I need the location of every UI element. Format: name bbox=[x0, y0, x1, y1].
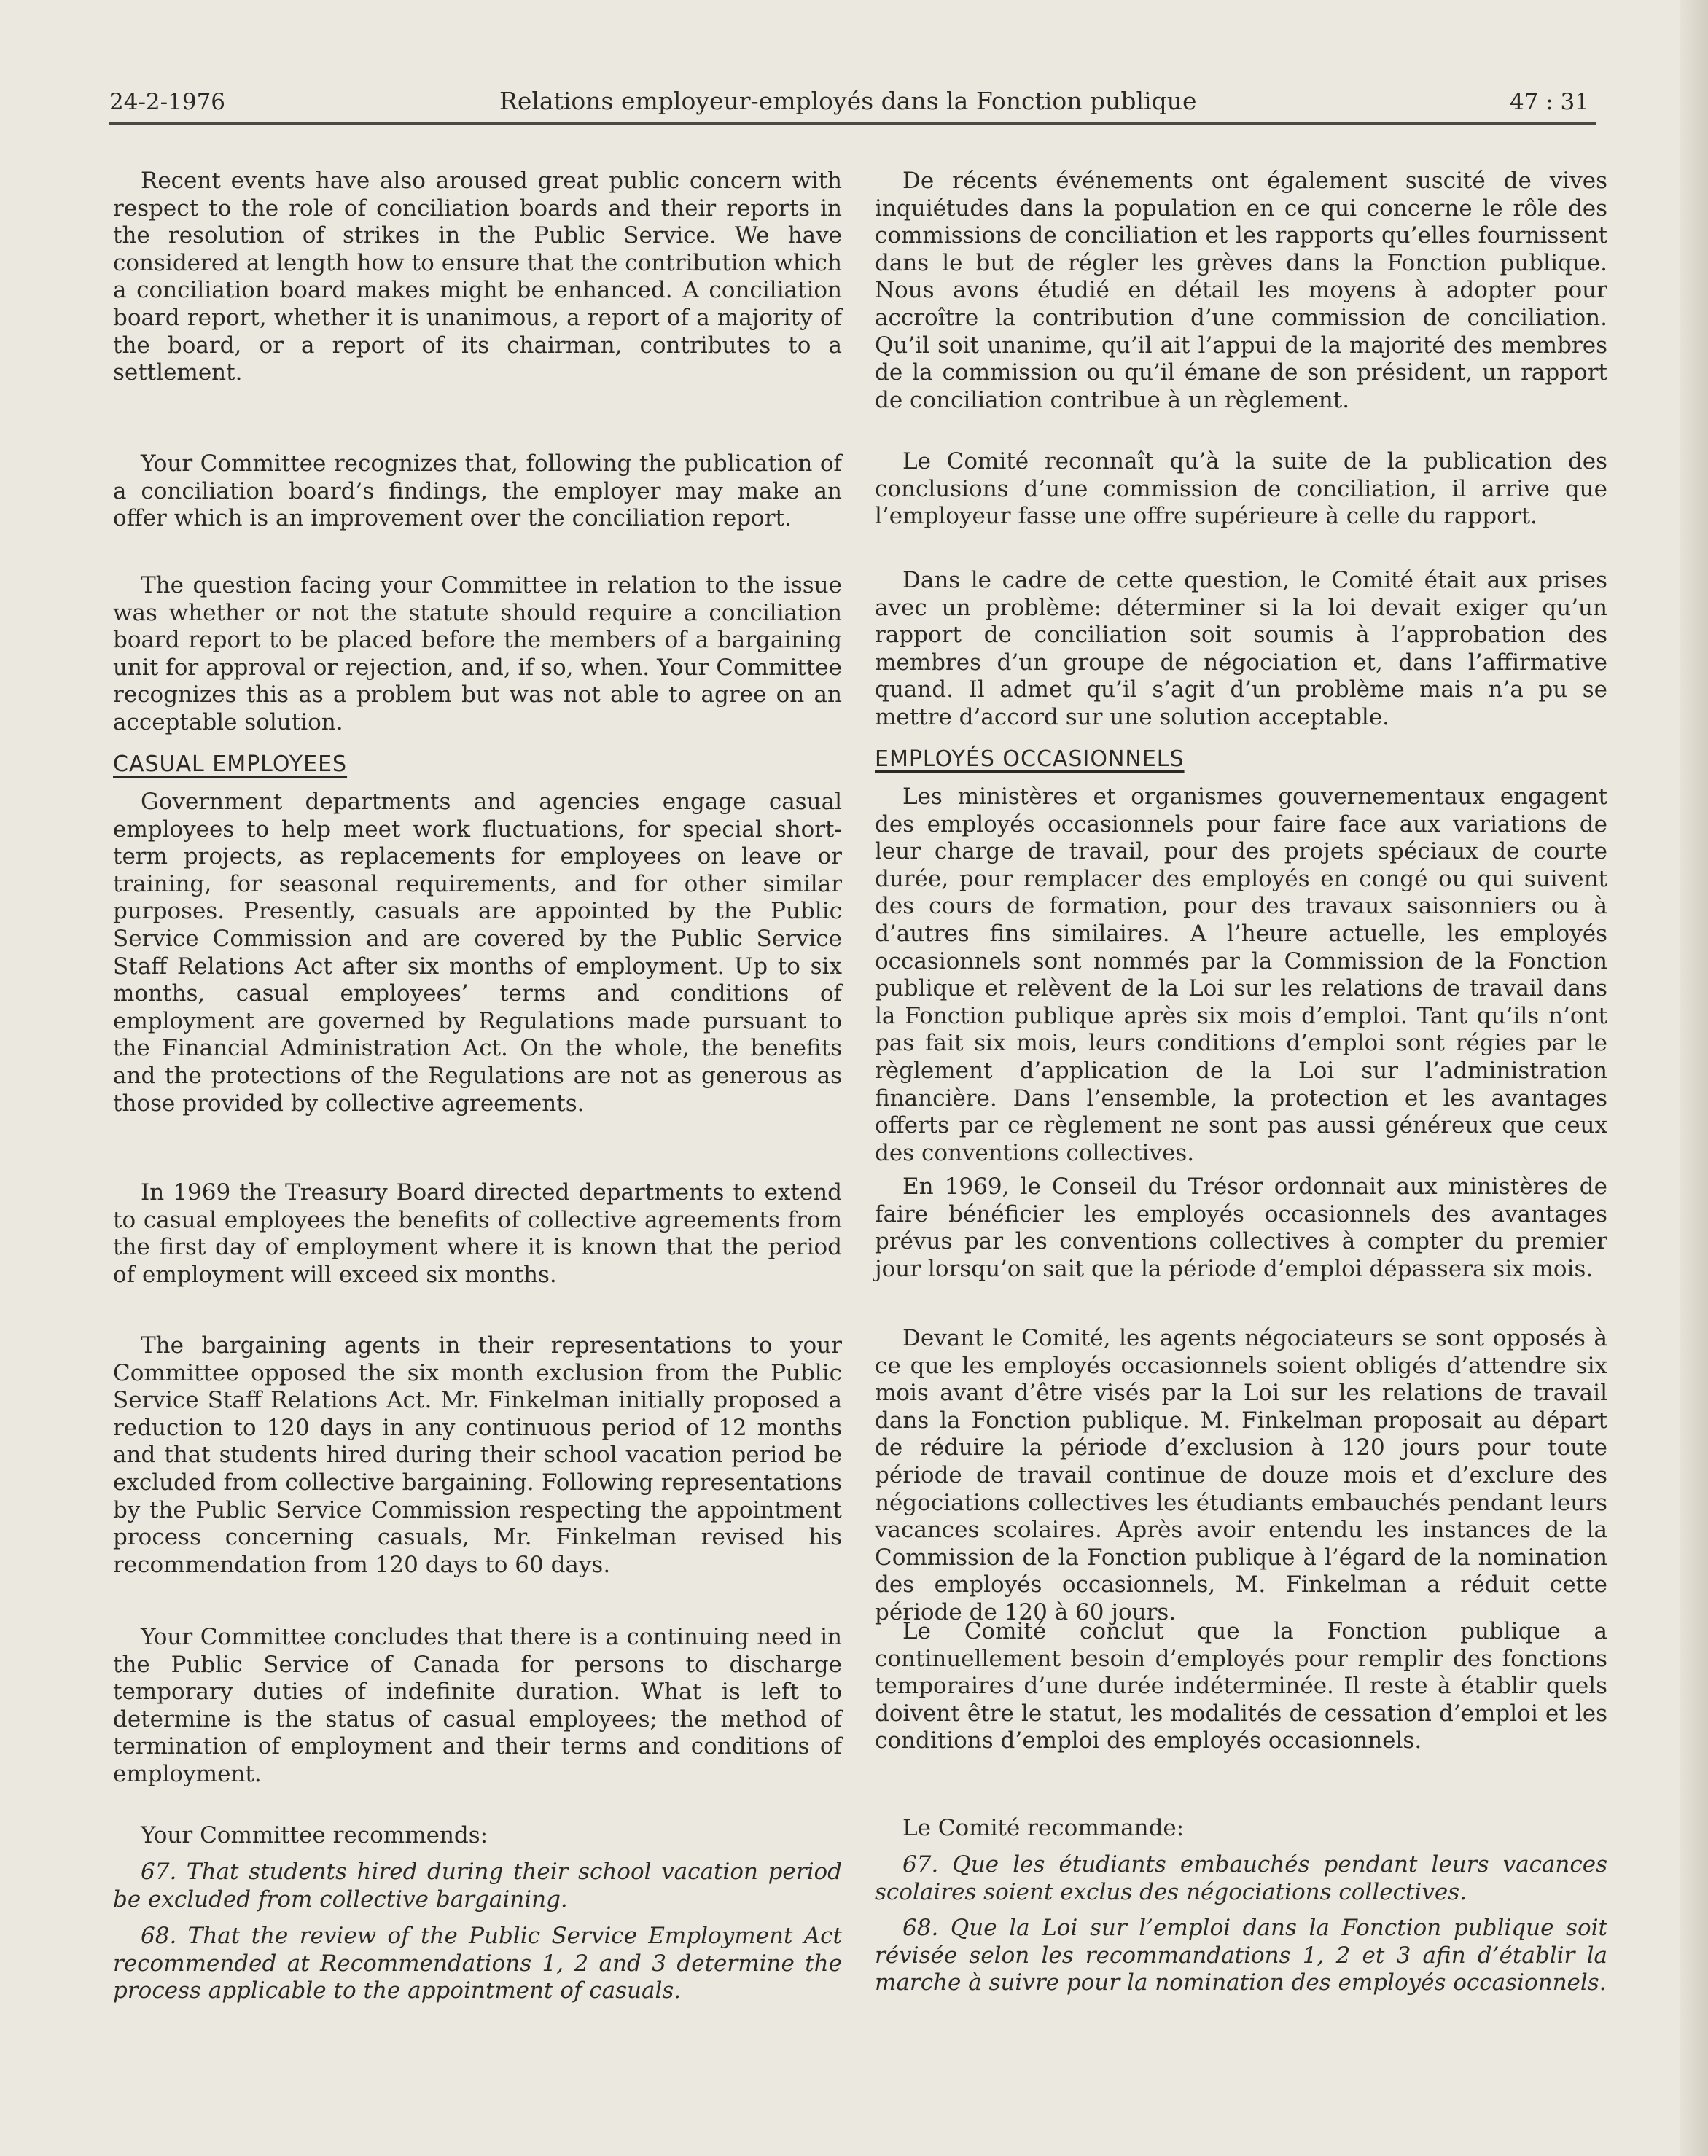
header-page-number: 47 : 31 bbox=[1509, 89, 1589, 115]
en-section-heading: CASUAL EMPLOYEES bbox=[113, 751, 348, 777]
page-edge-shadow bbox=[1680, 0, 1708, 2156]
en-paragraph-casual-employees: Government departments and agencies engage casual employees to help meet work fluctuations, for special short-term projects, as replacements for employees on leave or training, for seasonal requirements, and for other similar purposes. Presently, casuals are appointed by the Public Service Commission and are covered by the Public Service Staff Relations Act after six months of employment. Up to six months, casual employees’ terms and conditions of employment are governed by Regulations made pursuant to the Financial Administration Act. On the whole, the benefits and the protections of the Regulations are not as generous as those provided by collective agreements. bbox=[113, 789, 842, 1117]
en-recommendation-68: 68. That the review of the Public Service Employment Act recommended at Recommendations 1, 2 and 3 determine the process applicable to the appointment of casuals. bbox=[113, 1923, 842, 2004]
en-paragraph-bargaining-agents: The bargaining agents in their representations to your Committee opposed the six month exclusion from the Public Service Staff Relations Act. Mr. Finkelman initially proposed a reduction to 120 days in any continuous period of 12 months and that students hired during their school vacation period be excluded from collective bargaining. Following representations by the Public Service Commission respecting the appointment process concerning casuals, Mr. Finkelman revised his recommendation from 120 days to 60 days. bbox=[113, 1332, 842, 1578]
fr-paragraph-casual-employees: Les ministères et organismes gouvernementaux engagent des employés occasionnels pour faire face aux variations de leur charge de travail, pour des projets spéciaux de courte durée, pour remplacer des employés en congé ou qui suivent des cours de formation, pour des travaux saisonniers ou à d’autres fins similaires. A l’heure actuelle, les employés occasionnels sont nommés par la Commission de la Fonction publique et relèvent de la Loi sur les relations de travail dans la Fonction publique après six mois d’emploi. Tant qu’ils n’ont pas fait six mois, leurs conditions d’emploi sont régies par le règlement d’application de la Loi sur l’administration financière. Dans l’ensemble, la protection et les avantages offerts par ce règlement ne sont pas aussi généreux que ceux des conventions collectives. bbox=[875, 784, 1607, 1166]
fr-section-heading: EMPLOYÉS OCCASIONNELS bbox=[875, 746, 1185, 772]
fr-recommends-intro: Le Comité recommande: bbox=[902, 1815, 1185, 1841]
en-paragraph-question: The question facing your Committee in relation to the issue was whether or not the statute should require a conciliation board report to be placed before the members of a bargaining unit for approval or rejection, and, if so, when. Your Committee recognizes this as a problem but was not able to agree on an acceptable solution. bbox=[113, 572, 842, 735]
header-title: Relations employeur-employés dans la Fonction publique bbox=[499, 87, 1197, 115]
en-recommendation-67: 67. That students hired during their school vacation period be excluded from collective bargaining. bbox=[113, 1859, 842, 1913]
header-date: 24-2-1976 bbox=[109, 89, 226, 115]
en-paragraph-treasury-board: In 1969 the Treasury Board directed departments to extend to casual employees the benefits of collective agreements from the first day of employment where it is known that the period of employment will exceed six months. bbox=[113, 1179, 842, 1288]
en-recommends-intro: Your Committee recommends: bbox=[141, 1822, 488, 1848]
en-paragraph-employer-offer: Your Committee recognizes that, following the publication of a conciliation board’s findings, the employer may make an offer which is an improvement over the conciliation report. bbox=[113, 450, 842, 532]
page-header bbox=[109, 82, 1596, 125]
fr-paragraph-conciliation-concern: De récents événements ont également suscité de vives inquiétudes dans la population en ce qui concerne le rôle des commissions de conciliation et les rapports qu’elles fournissent dans le but de régler les grèves dans la Fonction publique. Nous avons étudié en détail les moyens à adopter pour accroître la contribution d’une commission de conciliation. Qu’il soit unanime, qu’il ait l’appui de la majorité des membres de la commission ou qu’il émane de son président, un rapport de conciliation contribue à un règlement. bbox=[875, 168, 1607, 413]
en-paragraph-conclusion: Your Committee concludes that there is a continuing need in the Public Service of Canada for persons to discharge temporary duties of indefinite duration. What is left to determine is the status of casual employees; the method of termination of employment and their terms and conditions of employment. bbox=[113, 1624, 842, 1787]
fr-paragraph-treasury-board: En 1969, le Conseil du Trésor ordonnait aux ministères de faire bénéficier les employés occasionnels des avantages prévus par les conventions collectives à compter du premier jour lorsqu’on sait que la période d’emploi dépassera six mois. bbox=[875, 1173, 1607, 1282]
fr-paragraph-question: Dans le cadre de cette question, le Comité était aux prises avec un problème: déterminer si la loi devait exiger qu’un rapport de conciliation soit soumis à l’approbation des membres d’un groupe de négociation et, dans l’affirmative quand. Il admet qu’il s’agit d’un problème mais n’a pu se mettre d’accord sur une solution acceptable. bbox=[875, 567, 1607, 730]
fr-recommendation-68: 68. Que la Loi sur l’emploi dans la Fonction publique soit révisée selon les recommandations 1, 2 et 3 afin d’établir la marche à suivre pour la nomination des employés occasionnels. bbox=[875, 1915, 1607, 1996]
fr-paragraph-bargaining-agents: Devant le Comité, les agents négociateurs se sont opposés à ce que les employés occasionnels soient obligés d’attendre six mois avant d’être visés par la Loi sur les relations de travail dans la Fonction publique. M. Finkelman proposait au départ de réduire la période d’exclusion à 120 jours pour toute période de travail continue de douze mois et d’exclure des négociations collectives les étudiants embauchés pendant leurs vacances scolaires. Après avoir entendu les instances de la Commission de la Fonction publique à l’égard de la nomination des employés occasionnels, M. Finkelman a réduit cette période de 120 à 60 jours. bbox=[875, 1325, 1607, 1625]
fr-recommendation-67: 67. Que les étudiants embauchés pendant leurs vacances scolaires soient exclus des négociations collectives. bbox=[875, 1851, 1607, 1905]
fr-paragraph-conclusion: Le Comité conclut que la Fonction publique a continuellement besoin d’employés pour remplir des fonctions temporaires d’une durée indéterminée. Il reste à établir quels doivent être le statut, les modalités de cessation d’emploi et les conditions d’emploi des employés occasionnels. bbox=[875, 1618, 1607, 1754]
fr-paragraph-employer-offer: Le Comité reconnaît qu’à la suite de la publication des conclusions d’une commission de conciliation, il arrive que l’employeur fasse une offre supérieure à celle du rapport. bbox=[875, 448, 1607, 530]
en-paragraph-conciliation-concern: Recent events have also aroused great public concern with respect to the role of conciliation boards and their reports in the resolution of strikes in the Public Service. We have considered at length how to ensure that the contribution which a conciliation board makes might be enhanced. A conciliation board report, whether it is unanimous, a report of a majority of the board, or a report of its chairman, contributes to a settlement. bbox=[113, 168, 842, 386]
